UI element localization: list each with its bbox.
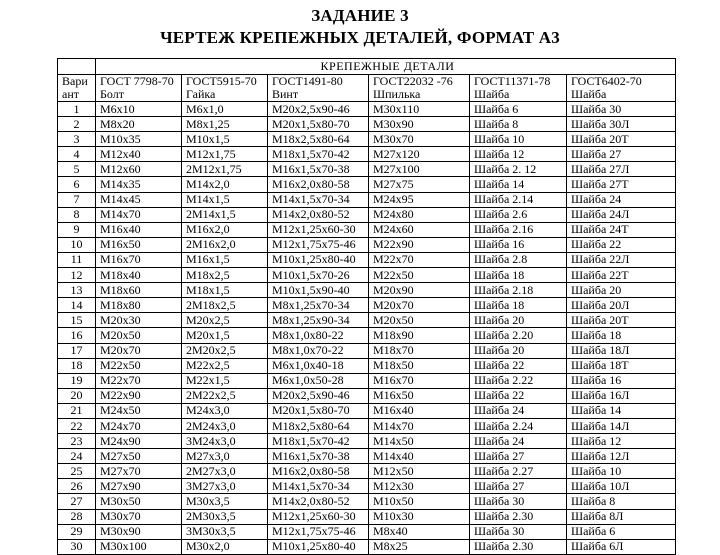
table-cell: М12х1,75х75-46 <box>268 237 369 252</box>
table-cell: Шайба 16 <box>470 237 567 252</box>
variant-number-cell: 27 <box>58 494 96 509</box>
table-cell: Шайба 2. 12 <box>470 162 567 177</box>
table-cell: М20х30 <box>96 313 182 328</box>
table-cell: М14х35 <box>96 177 182 192</box>
variant-number-cell: 13 <box>58 283 96 298</box>
table-cell: 2М18х2,5 <box>182 298 268 313</box>
table-row <box>58 207 676 222</box>
table-cell: Шайба 20Т <box>567 132 676 147</box>
table-cell: Шайба 2.30 <box>470 509 567 524</box>
table-cell: М6х10 <box>96 102 182 117</box>
table-cell: М16х2,0 <box>182 222 268 237</box>
table-cell: М30х70 <box>369 132 470 147</box>
table-cell: М14х70 <box>96 207 182 222</box>
table-cell: М18х1,5х70-42 <box>268 147 369 162</box>
variant-number-cell: 10 <box>58 237 96 252</box>
table-super-header-row <box>58 59 676 75</box>
column-header-part: Винт <box>268 88 369 102</box>
table-cell: М18х2,5х80-64 <box>268 132 369 147</box>
variant-number-cell: 12 <box>58 268 96 283</box>
table-cell: М16х50 <box>96 237 182 252</box>
table-cell: М10х30 <box>369 509 470 524</box>
fasteners-table <box>57 58 676 555</box>
column-header-part: Шпилька <box>369 88 470 102</box>
table-cell: М18х1,5 <box>182 283 268 298</box>
table-cell: М10х35 <box>96 132 182 147</box>
variant-number-cell: 17 <box>58 343 96 358</box>
table-cell: Шайба 14 <box>470 177 567 192</box>
table-cell: М16х1,5х70-38 <box>268 449 369 464</box>
table-cell: Шайба 22 <box>470 358 567 373</box>
table-cell: М24х80 <box>369 207 470 222</box>
table-cell: Шайба 8 <box>470 117 567 132</box>
table-cell: М18х1,5х70-42 <box>268 434 369 449</box>
table-cell: М12х1,25х60-30 <box>268 222 369 237</box>
table-cell: М18х2,5х80-64 <box>268 418 369 433</box>
column-header-standard: ГОСТ5915-70 <box>182 75 268 89</box>
table-cell: М18х2,5 <box>182 268 268 283</box>
table-cell: Шайба 2.18 <box>470 283 567 298</box>
table-cell: М6х1,0х50-28 <box>268 373 369 388</box>
table-cell: М27х90 <box>96 479 182 494</box>
table-cell: Шайба 18 <box>470 268 567 283</box>
table-row <box>58 252 676 267</box>
table-cell: 2М27х3,0 <box>182 464 268 479</box>
table-cell: Шайба 24 <box>567 192 676 207</box>
variant-number-cell: 22 <box>58 418 96 433</box>
table-cell: Шайба 22Т <box>567 268 676 283</box>
column-header-standard: ГОСТ22032 -76 <box>369 75 470 89</box>
variant-number-cell: 5 <box>58 162 96 177</box>
table-cell: М24х70 <box>96 418 182 433</box>
table-header-row <box>58 75 676 89</box>
table-cell: М20х70 <box>96 343 182 358</box>
table-cell: Шайба 12 <box>567 434 676 449</box>
table-row <box>58 509 676 524</box>
table-row <box>58 192 676 207</box>
table-cell: Шайба 10 <box>567 464 676 479</box>
table-cell: М20х2,5х90-46 <box>268 102 369 117</box>
table-cell: М16х2,0х80-58 <box>268 177 369 192</box>
table-cell: Шайба 2.8 <box>470 252 567 267</box>
table-cell: М10х1,25х80-40 <box>268 539 369 554</box>
table-cell: М6х1,0 <box>182 102 268 117</box>
table-cell: Шайба 24Л <box>567 207 676 222</box>
table-cell: М14х45 <box>96 192 182 207</box>
table-cell: М12х50 <box>369 464 470 479</box>
table-cell: М14х2,0х80-52 <box>268 207 369 222</box>
table-cell: М8х25 <box>369 539 470 554</box>
table-cell: 3М30х3,5 <box>182 524 268 539</box>
table-cell: М20х1,5х80-70 <box>268 117 369 132</box>
table-cell: М12х1,75 <box>182 147 268 162</box>
table-cell: М8х20 <box>96 117 182 132</box>
table-cell: М30х90 <box>369 117 470 132</box>
table-cell: Шайба 12Л <box>567 449 676 464</box>
table-row <box>58 403 676 418</box>
table-row <box>58 494 676 509</box>
column-header-standard: ГОСТ6402-70 <box>567 75 676 89</box>
table-row <box>58 117 676 132</box>
table-cell: М18х90 <box>369 328 470 343</box>
table-cell: М22х1,5 <box>182 373 268 388</box>
table-cell: М27х3,0 <box>182 449 268 464</box>
table-cell: М10х1,25х80-40 <box>268 252 369 267</box>
assignment-subtitle: ЧЕРТЕЖ КРЕПЕЖНЫХ ДЕТАЛЕЙ, ФОРМАТ А3 <box>160 28 560 47</box>
table-cell: М27х120 <box>369 147 470 162</box>
table-cell: Шайба 22 <box>470 388 567 403</box>
table-cell: М12х40 <box>96 147 182 162</box>
variant-number-cell: 20 <box>58 388 96 403</box>
table-row <box>58 222 676 237</box>
table-cell: М16х40 <box>369 403 470 418</box>
table-cell: М8х1,0х80-22 <box>268 328 369 343</box>
table-cell: М22х90 <box>369 237 470 252</box>
table-row <box>58 388 676 403</box>
table-row <box>58 177 676 192</box>
table-cell: Шайба 16Л <box>567 388 676 403</box>
variant-number-cell: 19 <box>58 373 96 388</box>
table-cell: Шайба 18Л <box>567 343 676 358</box>
table-cell: М14х40 <box>369 449 470 464</box>
table-cell: М24х3,0 <box>182 403 268 418</box>
table-corner-cell <box>58 59 96 75</box>
variant-number-cell: 7 <box>58 192 96 207</box>
table-cell: Шайба 10Л <box>567 479 676 494</box>
table-cell: М30х110 <box>369 102 470 117</box>
variant-number-cell: 28 <box>58 509 96 524</box>
table-cell: М8х1,25 <box>182 117 268 132</box>
table-cell: Шайба 24Т <box>567 222 676 237</box>
table-cell: М12х30 <box>369 479 470 494</box>
table-cell: М22х50 <box>96 358 182 373</box>
table-cell: М18х60 <box>96 283 182 298</box>
variant-number-cell: 23 <box>58 434 96 449</box>
table-cell: Шайба 8Л <box>567 509 676 524</box>
table-cell: М10х1,5х90-40 <box>268 283 369 298</box>
table-cell: Шайба 24 <box>470 403 567 418</box>
table-row <box>58 343 676 358</box>
table-cell: Шайба 20 <box>470 313 567 328</box>
table-cell: Шайба 14Л <box>567 418 676 433</box>
table-cell: 2М16х2,0 <box>182 237 268 252</box>
table-cell: Шайба 2.24 <box>470 418 567 433</box>
table-cell: М14х70 <box>369 418 470 433</box>
table-super-header: КРЕПЕЖНЫЕ ДЕТАЛИ <box>96 59 676 75</box>
table-cell: М14х1,5х70-34 <box>268 479 369 494</box>
table-cell: М12х1,25х60-30 <box>268 509 369 524</box>
table-cell: М27х50 <box>96 449 182 464</box>
table-cell: М12х1,75х75-46 <box>268 524 369 539</box>
table-cell: Шайба 2.20 <box>470 328 567 343</box>
variant-number-cell: 24 <box>58 449 96 464</box>
table-cell: Шайба 6Л <box>567 539 676 554</box>
table-row <box>58 298 676 313</box>
table-row <box>58 237 676 252</box>
table-cell: М14х50 <box>369 434 470 449</box>
table-cell: М18х40 <box>96 268 182 283</box>
table-cell: М30х100 <box>96 539 182 554</box>
variant-number-cell: 2 <box>58 117 96 132</box>
table-cell: Шайба 20Т <box>567 313 676 328</box>
table-cell: М14х2,0х80-52 <box>268 494 369 509</box>
column-header-part: Болт <box>96 88 182 102</box>
table-cell: Шайба 2.22 <box>470 373 567 388</box>
table-cell: Шайба 6 <box>567 524 676 539</box>
column-header-part: Шайба <box>470 88 567 102</box>
table-cell: М27х75 <box>369 177 470 192</box>
table-cell: 3М24х3,0 <box>182 434 268 449</box>
table-cell: Шайба 6 <box>470 102 567 117</box>
table-cell: М18х50 <box>369 358 470 373</box>
table-cell: Шайба 2.30 <box>470 539 567 554</box>
table-cell: Шайба 30 <box>470 494 567 509</box>
table-row <box>58 162 676 177</box>
table-row <box>58 328 676 343</box>
table-cell: Шайба 22Л <box>567 252 676 267</box>
table-cell: М22х50 <box>369 268 470 283</box>
table-cell: Шайба 2.27 <box>470 464 567 479</box>
table-cell: Шайба 27 <box>470 479 567 494</box>
column-header-standard: Вари <box>58 75 96 89</box>
variant-number-cell: 4 <box>58 147 96 162</box>
table-cell: М18х70 <box>369 343 470 358</box>
column-header-standard: ГОСТ 7798-70 <box>96 75 182 89</box>
table-cell: Шайба 18Т <box>567 358 676 373</box>
variant-number-cell: 26 <box>58 479 96 494</box>
table-cell: М8х40 <box>369 524 470 539</box>
variant-number-cell: 15 <box>58 313 96 328</box>
table-cell: М14х2,0 <box>182 177 268 192</box>
table-cell: М20х2,5х90-46 <box>268 388 369 403</box>
assignment-title: ЗАДАНИЕ 3 <box>311 6 409 25</box>
table-cell: Шайба 24 <box>470 434 567 449</box>
variant-number-cell: 21 <box>58 403 96 418</box>
table-row <box>58 464 676 479</box>
table-cell: М22х2,5 <box>182 358 268 373</box>
table-row <box>58 283 676 298</box>
table-cell: 2М22х2,5 <box>182 388 268 403</box>
variant-number-cell: 3 <box>58 132 96 147</box>
table-cell: М24х90 <box>96 434 182 449</box>
table-cell: Шайба 27Л <box>567 162 676 177</box>
table-cell: Шайба 27Т <box>567 177 676 192</box>
variant-number-cell: 18 <box>58 358 96 373</box>
table-cell: М10х1,5 <box>182 132 268 147</box>
table-cell: М12х60 <box>96 162 182 177</box>
table-row <box>58 539 676 554</box>
variant-number-cell: 9 <box>58 222 96 237</box>
table-row <box>58 479 676 494</box>
table-cell: М10х50 <box>369 494 470 509</box>
table-cell: М16х50 <box>369 388 470 403</box>
variant-number-cell: 30 <box>58 539 96 554</box>
table-cell: М24х50 <box>96 403 182 418</box>
table-cell: М24х95 <box>369 192 470 207</box>
table-cell: Шайба 27 <box>470 449 567 464</box>
table-cell: Шайба 2.6 <box>470 207 567 222</box>
table-cell: М14х1,5 <box>182 192 268 207</box>
variant-number-cell: 14 <box>58 298 96 313</box>
table-cell: Шайба 27 <box>567 147 676 162</box>
variant-number-cell: 16 <box>58 328 96 343</box>
table-cell: М20х1,5 <box>182 328 268 343</box>
table-cell: М20х50 <box>369 313 470 328</box>
table-cell: М14х1,5х70-34 <box>268 192 369 207</box>
column-header-part: Гайка <box>182 88 268 102</box>
table-cell: Шайба 20 <box>470 343 567 358</box>
table-cell: Шайба 10 <box>470 132 567 147</box>
table-cell: М8х1,25х90-34 <box>268 313 369 328</box>
table-cell: М20х90 <box>369 283 470 298</box>
table-cell: Шайба 18 <box>567 328 676 343</box>
table-cell: Шайба 30 <box>567 102 676 117</box>
table-cell: Шайба 30 <box>470 524 567 539</box>
table-row <box>58 449 676 464</box>
table-cell: Шайба 12 <box>470 147 567 162</box>
table-cell: М20х1,5х80-70 <box>268 403 369 418</box>
table-cell: Шайба 30Л <box>567 117 676 132</box>
table-cell: 2М30х3,5 <box>182 509 268 524</box>
table-cell: М20х70 <box>369 298 470 313</box>
table-cell: 2М14х1,5 <box>182 207 268 222</box>
table-cell: 2М20х2,5 <box>182 343 268 358</box>
column-header-standard: ГОСТ11371-78 <box>470 75 567 89</box>
table-cell: М27х100 <box>369 162 470 177</box>
table-row <box>58 313 676 328</box>
table-cell: 3М27х3,0 <box>182 479 268 494</box>
table-cell: М16х1,5 <box>182 252 268 267</box>
table-row <box>58 434 676 449</box>
table-cell: М22х70 <box>369 252 470 267</box>
table-row <box>58 418 676 433</box>
table-cell: М30х50 <box>96 494 182 509</box>
variant-number-cell: 29 <box>58 524 96 539</box>
variant-number-cell: 25 <box>58 464 96 479</box>
table-cell: М30х3,5 <box>182 494 268 509</box>
table-row <box>58 147 676 162</box>
table-cell: М16х2,0х80-58 <box>268 464 369 479</box>
table-cell: М18х80 <box>96 298 182 313</box>
table-cell: Шайба 22 <box>567 237 676 252</box>
table-cell: Шайба 8 <box>567 494 676 509</box>
table-cell: 2М24х3,0 <box>182 418 268 433</box>
table-cell: М20х2,5 <box>182 313 268 328</box>
table-cell: Шайба 2.14 <box>470 192 567 207</box>
table-cell: М8х1,0х70-22 <box>268 343 369 358</box>
table-cell: М24х60 <box>369 222 470 237</box>
table-cell: Шайба 20Л <box>567 298 676 313</box>
table-cell: М6х1,0х40-18 <box>268 358 369 373</box>
table-cell: М20х50 <box>96 328 182 343</box>
table-cell: Шайба 2.16 <box>470 222 567 237</box>
table-cell: М22х70 <box>96 373 182 388</box>
table-cell: Шайба 20 <box>567 283 676 298</box>
table-cell: Шайба 18 <box>470 298 567 313</box>
table-cell: М16х70 <box>369 373 470 388</box>
table-cell: М16х1,5х70-38 <box>268 162 369 177</box>
table-header-row-2 <box>58 88 676 102</box>
table-cell: М30х2,0 <box>182 539 268 554</box>
variant-number-cell: 8 <box>58 207 96 222</box>
table-row <box>58 268 676 283</box>
table-cell: М16х70 <box>96 252 182 267</box>
table-row <box>58 132 676 147</box>
table-cell: Шайба 16 <box>567 373 676 388</box>
variant-number-cell: 6 <box>58 177 96 192</box>
table-cell: 2М12х1,75 <box>182 162 268 177</box>
table-cell: М8х1,25х70-34 <box>268 298 369 313</box>
variant-number-cell: 11 <box>58 252 96 267</box>
column-header-part: ант <box>58 88 96 102</box>
table-cell: М16х40 <box>96 222 182 237</box>
table-cell: М30х90 <box>96 524 182 539</box>
table-row <box>58 524 676 539</box>
table-row <box>58 102 676 117</box>
column-header-part: Шайба <box>567 88 676 102</box>
table-cell: М27х70 <box>96 464 182 479</box>
table-row <box>58 358 676 373</box>
table-row <box>58 373 676 388</box>
column-header-standard: ГОСТ1491-80 <box>268 75 369 89</box>
table-cell: М10х1,5х70-26 <box>268 268 369 283</box>
variant-number-cell: 1 <box>58 102 96 117</box>
table-cell: М30х70 <box>96 509 182 524</box>
table-cell: М22х90 <box>96 388 182 403</box>
table-cell: Шайба 14 <box>567 403 676 418</box>
